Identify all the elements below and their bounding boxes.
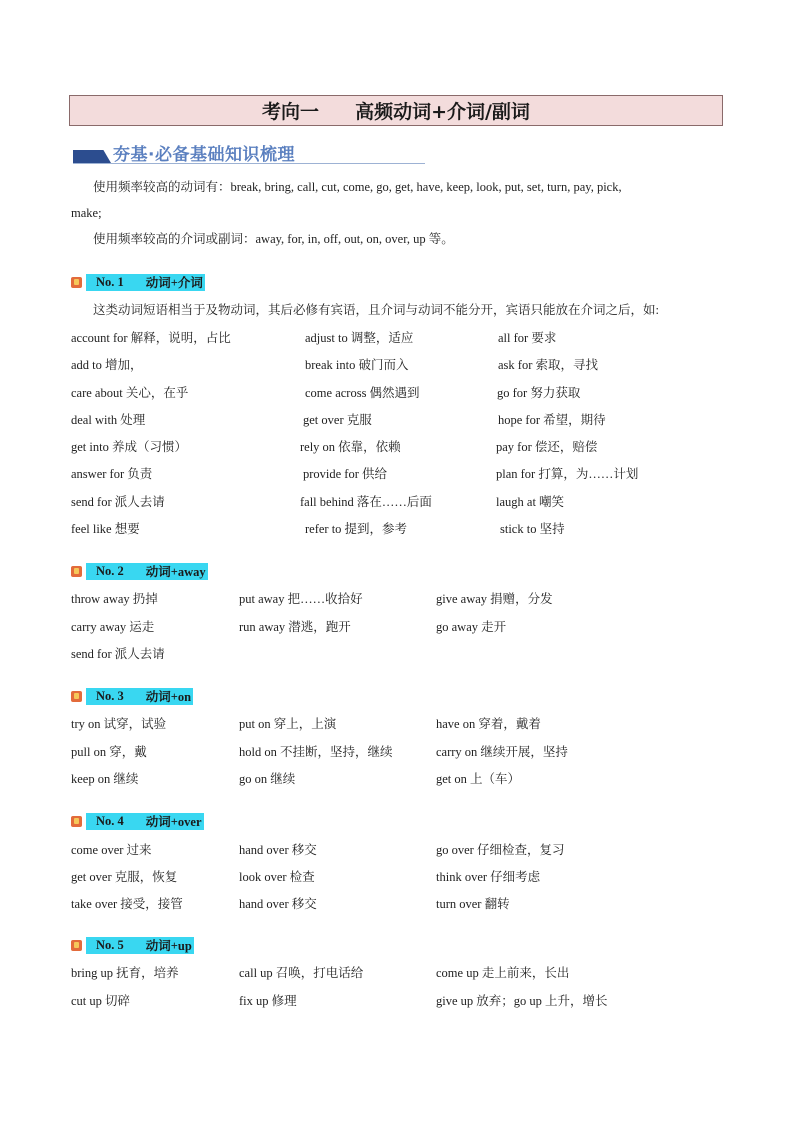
section-name: 动词+on: [145, 690, 192, 704]
section-label: [86, 937, 194, 954]
section-head-4: [71, 811, 204, 831]
phrase-cell: provide for 供给: [303, 467, 388, 481]
phrase-cell: keep on 继续: [71, 772, 139, 786]
phrase-cell: account for 解释，说明，占比: [71, 331, 231, 345]
section-number: No. 5: [96, 937, 124, 952]
phrase-cell: cut up 切碎: [71, 994, 131, 1008]
phrase-cell: stick to 坚持: [500, 522, 565, 536]
phrase-cell: come up 走上前来，长出: [436, 966, 570, 980]
phrase-cell: try on 试穿，试验: [71, 717, 167, 731]
phrase-cell: look over 检查: [239, 870, 315, 884]
phrase-cell: care about 关心，在乎: [71, 386, 189, 400]
title-part-1: 考向一: [262, 101, 320, 123]
phrase-cell: get over 克服，恢复: [71, 870, 178, 884]
phrase-cell: laugh at 嘲笑: [496, 495, 565, 509]
book-icon: [71, 691, 82, 702]
banner-bar-icon: [73, 150, 111, 163]
phrase-cell: adjust to 调整，适应: [305, 331, 414, 345]
section-head-5: [71, 935, 194, 955]
section-label: [86, 688, 193, 705]
section-number: No. 3: [96, 688, 124, 703]
section-head-3: [71, 686, 193, 706]
phrase-cell: carry on 继续开展，坚持: [436, 745, 568, 759]
phrase-cell: ask for 索取，寻找: [498, 358, 598, 372]
phrase-cell: go away 走开: [436, 620, 507, 634]
section-name: 动词+up: [145, 939, 192, 953]
phrase-cell: get on 上（车）: [436, 772, 521, 786]
phrase-cell: give away 捐赠，分发: [436, 592, 553, 606]
book-icon: [71, 816, 82, 827]
phrase-cell: pull on 穿，戴: [71, 745, 147, 759]
section-name: 动词+over: [145, 815, 202, 829]
section-head-2: [71, 561, 208, 581]
phrase-cell: feel like 想要: [71, 522, 140, 536]
phrase-cell: fall behind 落在……后面: [300, 495, 432, 509]
phrase-cell: refer to 提到，参考: [305, 522, 408, 536]
phrase-cell: put away 把……收拾好: [239, 592, 363, 606]
phrase-cell: send for 派人去请: [71, 495, 165, 509]
section-label: [86, 563, 208, 580]
phrase-cell: think over 仔细考虑: [436, 870, 541, 884]
phrase-cell: carry away 运走: [71, 620, 155, 634]
phrase-cell: throw away 扔掉: [71, 592, 158, 606]
phrase-cell: fix up 修理: [239, 994, 297, 1008]
phrase-cell: deal with 处理: [71, 413, 146, 427]
phrase-cell: go over 仔细检查，复习: [436, 843, 565, 857]
phrase-cell: come across 偶然遇到: [305, 386, 420, 400]
phrase-cell: hand over 移交: [239, 843, 317, 857]
section-head-1: [71, 272, 205, 292]
banner-text: 夯基·必备基础知识梳理: [113, 145, 295, 165]
phrase-cell: put on 穿上，上演: [239, 717, 337, 731]
phrase-cell: get into 养成（习惯）: [71, 440, 187, 454]
phrase-cell: all for 要求: [498, 331, 557, 345]
knowledge-banner: [73, 138, 425, 168]
phrase-cell: get over 克服: [303, 413, 372, 427]
book-icon: [71, 566, 82, 577]
section-title: [69, 95, 723, 126]
phrase-cell: answer for 负责: [71, 467, 153, 481]
phrase-cell: call up 召唤，打电话给: [239, 966, 364, 980]
phrase-cell: go for 努力获取: [497, 386, 581, 400]
section-label: [86, 274, 205, 291]
phrase-cell: give up 放弃；go up 上升，增长: [436, 994, 608, 1008]
verbs-paragraph-line2: make;: [71, 206, 102, 220]
phrase-cell: add to 增加，: [71, 358, 143, 372]
phrase-cell: take over 接受，接管: [71, 897, 183, 911]
section-number: No. 4: [96, 813, 124, 828]
phrase-cell: hand over 移交: [239, 897, 317, 911]
phrase-cell: plan for 打算，为……计划: [496, 467, 639, 481]
section-number: No. 1: [96, 274, 124, 289]
phrase-cell: bring up 抚育，培养: [71, 966, 179, 980]
section-label: [86, 813, 204, 830]
phrase-cell: run away 潜逃，跑开: [239, 620, 351, 634]
section-intro: 这类动词短语相当于及物动词，其后必修有宾语，且介词与动词不能分开，宾语只能放在介词之后，如:: [93, 303, 659, 317]
phrase-cell: turn over 翻转: [436, 897, 510, 911]
phrase-cell: hold on 不挂断，坚持，继续: [239, 745, 393, 759]
preps-paragraph: 使用频率较高的介词或副词：away, for, in, off, out, on, over, up 等。: [93, 232, 454, 246]
book-icon: [71, 277, 82, 288]
phrase-cell: send for 派人去请: [71, 647, 165, 661]
phrase-cell: pay for 偿还，赔偿: [496, 440, 598, 454]
book-icon: [71, 940, 82, 951]
verbs-paragraph-line1: 使用频率较高的动词有：break, bring, call, cut, come, go, get, have, keep, look, put, set, turn, pay, pick,: [93, 180, 622, 194]
title-part-2: 高频动词+介词/副词: [355, 101, 530, 123]
phrase-cell: go on 继续: [239, 772, 296, 786]
section-name: 动词+介词: [145, 276, 203, 290]
section-number: No. 2: [96, 563, 124, 578]
section-name: 动词+away: [145, 565, 206, 579]
phrase-cell: hope for 希望，期待: [498, 413, 606, 427]
phrase-cell: come over 过来: [71, 843, 152, 857]
phrase-cell: break into 破门而入: [305, 358, 409, 372]
phrase-cell: have on 穿着，戴着: [436, 717, 541, 731]
phrase-cell: rely on 依靠，依赖: [300, 440, 401, 454]
